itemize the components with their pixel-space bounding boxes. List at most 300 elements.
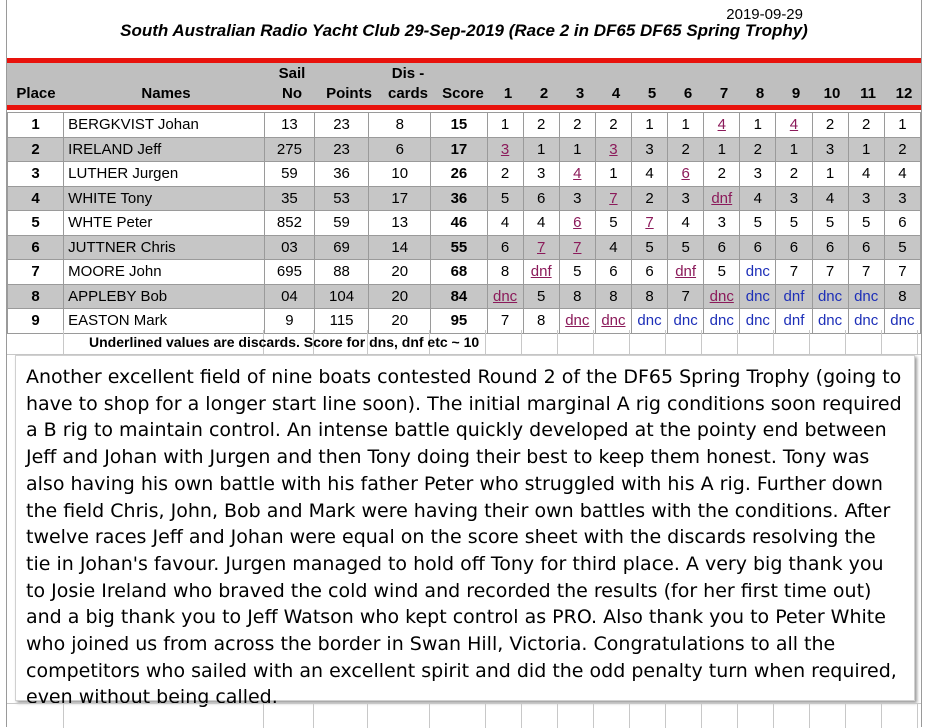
score-cell: 17 — [431, 137, 487, 162]
header-discards-line2: cards — [387, 85, 429, 102]
race-8-cell — [740, 235, 776, 260]
race-5-cell — [631, 235, 667, 260]
race-10-cell — [812, 235, 848, 260]
race-8-cell — [740, 211, 776, 236]
race-result: 7 — [500, 312, 510, 330]
race-result: dnc — [709, 287, 734, 305]
race-result: 2 — [573, 116, 582, 134]
discards-cell: 10 — [369, 162, 431, 187]
points-cell: 23 — [314, 137, 368, 162]
race-result: 3 — [645, 140, 654, 158]
race-result: 7 — [862, 263, 871, 281]
race-2-cell — [523, 211, 559, 236]
race-result: 4 — [500, 214, 510, 232]
header-names: Names — [141, 85, 191, 102]
race-result: 1 — [609, 165, 618, 183]
table-row — [8, 113, 921, 138]
race-2-cell — [523, 113, 559, 138]
sail-cell: 04 — [264, 284, 314, 309]
race-5-cell — [631, 260, 667, 285]
race-7-cell — [704, 186, 740, 211]
points-cell: 23 — [314, 113, 368, 138]
race-7-cell — [704, 137, 740, 162]
race-result: 5 — [645, 238, 654, 256]
race-11-cell — [848, 211, 884, 236]
race-3-cell — [559, 113, 595, 138]
name-cell: WHTE Peter — [64, 211, 265, 236]
bottom-row-grid — [7, 703, 921, 728]
race-7-cell — [704, 113, 740, 138]
race-6-cell — [668, 137, 704, 162]
race-5-cell — [631, 186, 667, 211]
place-cell: 7 — [8, 260, 64, 285]
race-result: 5 — [681, 238, 690, 256]
grid-line — [313, 704, 314, 728]
race-result: 2 — [500, 165, 510, 183]
race-result: 6 — [898, 214, 907, 232]
race-result: 1 — [789, 140, 799, 158]
sail-cell: 59 — [264, 162, 314, 187]
race-report-box — [15, 355, 915, 709]
race-result: 4 — [681, 214, 690, 232]
grid-line — [737, 330, 738, 354]
score-cell: 15 — [431, 113, 487, 138]
race-9-cell — [776, 162, 812, 187]
race-result: 5 — [573, 263, 582, 281]
race-result: 8 — [573, 287, 582, 305]
page-title: South Australian Radio Yacht Club 29-Sep-2019 (Race 2 in DF65 DF65 Spring Trophy) — [120, 21, 808, 40]
race-result: dnf — [711, 189, 733, 207]
discard-note: Underlined values are discards. Score for dns, dnf etc ~ 10 — [89, 334, 480, 350]
race-11-cell — [848, 284, 884, 309]
grid-line — [63, 704, 64, 728]
race-12-cell — [884, 211, 920, 236]
grid-line — [917, 704, 918, 728]
race-9-cell — [776, 211, 812, 236]
grid-line — [593, 704, 594, 728]
race-result: dnc — [673, 312, 698, 330]
header-race-7: 7 — [719, 85, 729, 102]
race-result: 1 — [573, 140, 582, 158]
header-race-5: 5 — [647, 85, 657, 102]
race-result: dnf — [530, 263, 552, 281]
grid-line — [63, 330, 64, 354]
race-3-cell — [559, 137, 595, 162]
race-result: 7 — [573, 238, 582, 256]
race-1-cell — [487, 260, 523, 285]
name-cell: EASTON Mark — [64, 309, 265, 334]
grid-line — [737, 704, 738, 728]
race-result: 3 — [609, 140, 618, 158]
header-race-10: 10 — [823, 85, 841, 102]
race-result: dnc — [565, 312, 590, 330]
race-8-cell — [740, 162, 776, 187]
race-result: 3 — [537, 165, 546, 183]
score-cell: 46 — [431, 211, 487, 236]
header-score: Score — [442, 85, 484, 102]
race-report-text: Another excellent field of nine boats contested Round 2 of the DF65 Spring Trophy (going to have to shop for a longer start line soon). The initial marginal A rig conditions soon required a B rig to maintain control. An intense battle quickly developed at the pointy end between Jeff and Johan with Jurgen and then Tony doing their best to keep them honest. Tony was also having his own battle with his father Peter who struggled with his A rig. Further down the field Chris, John, Bob and Mark were having their own battles with the conditions. After twelve races Jeff and Johan were equal on the score sheet with the discards resolving the tie in Johan's favour. Jurgen managed to hold off Tony for third place. A very big thank you to Josie Ireland who braved the cold wind and recorded the results (for her first time out) and a big thank you to Jeff Watson who kept control as PRO. Also thank you to Peter White who joined us from across the border in Swan Hill, Victoria. Congratulations to all the competitors who sailed with an excellent spirit and did the odd penalty turn when required, even without being called. — [26, 366, 902, 709]
race-2-cell — [523, 284, 559, 309]
header-race-6: 6 — [683, 85, 693, 102]
race-result: dnc — [492, 287, 518, 305]
header-sail-line2: No — [282, 85, 302, 102]
race-10-cell — [812, 260, 848, 285]
sail-cell: 852 — [264, 211, 314, 236]
discards-cell: 6 — [369, 137, 431, 162]
race-6-cell — [668, 186, 704, 211]
race-result: 5 — [500, 189, 510, 207]
grid-line — [917, 330, 918, 354]
score-cell: 26 — [431, 162, 487, 187]
grid-line — [845, 704, 846, 728]
race-result: 4 — [537, 214, 546, 232]
race-result: 3 — [753, 165, 763, 183]
race-6-cell — [668, 284, 704, 309]
sail-cell: 03 — [264, 235, 314, 260]
race-result: dnc — [890, 312, 915, 330]
race-9-cell — [776, 284, 812, 309]
header-race-8: 8 — [755, 85, 765, 102]
sail-cell: 13 — [264, 113, 314, 138]
race-result: 5 — [898, 238, 907, 256]
race-result: 1 — [898, 116, 907, 134]
header-race-3: 3 — [575, 85, 585, 102]
race-5-cell — [631, 137, 667, 162]
race-result: dnf — [783, 312, 805, 330]
table-row — [8, 260, 921, 285]
race-10-cell — [812, 186, 848, 211]
race-8-cell — [740, 186, 776, 211]
race-3-cell — [559, 284, 595, 309]
race-result: 8 — [609, 287, 618, 305]
race-result: dnc — [854, 312, 879, 330]
race-12-cell — [884, 235, 920, 260]
race-5-cell — [631, 162, 667, 187]
race-2-cell — [523, 186, 559, 211]
grid-line — [429, 704, 430, 728]
race-1-cell — [487, 211, 523, 236]
race-result: 5 — [717, 263, 726, 281]
results-table — [7, 112, 921, 334]
race-10-cell — [812, 284, 848, 309]
table-row — [8, 284, 921, 309]
grid-line — [881, 330, 882, 354]
race-result: 4 — [862, 165, 871, 183]
race-8-cell — [740, 113, 776, 138]
race-result: 7 — [825, 263, 835, 281]
race-result: 4 — [717, 116, 726, 134]
race-4-cell — [595, 113, 631, 138]
race-result: 3 — [789, 189, 799, 207]
race-result: 6 — [573, 214, 582, 232]
race-result: 4 — [573, 165, 582, 183]
race-result: 8 — [537, 312, 546, 330]
race-2-cell — [523, 162, 559, 187]
race-result: dnc — [601, 312, 626, 330]
header-race-12: 12 — [895, 85, 913, 102]
name-cell: BERGKVIST Johan — [64, 113, 265, 138]
race-6-cell — [668, 162, 704, 187]
race-result: 7 — [898, 263, 907, 281]
table-row — [8, 186, 921, 211]
race-result: 5 — [862, 214, 871, 232]
header-race-11: 11 — [860, 85, 876, 102]
race-result: 2 — [862, 116, 871, 134]
grid-line — [367, 704, 368, 728]
race-result: dnc — [854, 287, 879, 305]
race-result: 6 — [825, 238, 835, 256]
race-result: 3 — [717, 214, 726, 232]
race-result: 3 — [573, 189, 582, 207]
race-result: 6 — [717, 238, 726, 256]
race-2-cell — [523, 235, 559, 260]
grid-line — [485, 704, 486, 728]
race-result: 3 — [681, 189, 690, 207]
race-result: 1 — [862, 140, 871, 158]
grid-line — [881, 704, 882, 728]
race-1-cell — [487, 113, 523, 138]
race-result: dnc — [745, 287, 770, 305]
race-9-cell — [776, 113, 812, 138]
race-10-cell — [812, 137, 848, 162]
race-8-cell — [740, 137, 776, 162]
race-result: dnf — [675, 263, 697, 281]
grid-line — [701, 330, 702, 354]
race-9-cell — [776, 235, 812, 260]
points-cell: 115 — [314, 309, 368, 334]
race-result: 4 — [645, 165, 654, 183]
race-5-cell — [631, 284, 667, 309]
race-result: 6 — [500, 238, 510, 256]
grid-line — [485, 330, 486, 354]
results-sheet — [6, 0, 922, 727]
race-result: dnc — [745, 312, 770, 330]
race-7-cell — [704, 260, 740, 285]
race-12-cell — [884, 162, 920, 187]
race-result: 8 — [645, 287, 654, 305]
discards-cell: 20 — [369, 309, 431, 334]
race-result: 8 — [500, 263, 510, 281]
sail-cell: 275 — [264, 137, 314, 162]
race-result: 3 — [825, 140, 835, 158]
place-cell: 9 — [8, 309, 64, 334]
header-place: Place — [16, 85, 56, 102]
race-result: 1 — [825, 165, 835, 183]
race-result: 6 — [753, 238, 763, 256]
table-row — [8, 162, 921, 187]
header-sail-line1: Sail — [278, 65, 306, 82]
race-result: 3 — [898, 189, 907, 207]
race-result: 5 — [789, 214, 799, 232]
race-result: 1 — [753, 116, 763, 134]
race-result: 1 — [681, 116, 690, 134]
race-12-cell — [884, 284, 920, 309]
race-12-cell — [884, 260, 920, 285]
sail-cell: 695 — [264, 260, 314, 285]
race-result: 6 — [681, 165, 690, 183]
race-1-cell — [487, 186, 523, 211]
race-result: dnc — [637, 312, 662, 330]
race-result: 6 — [862, 238, 871, 256]
grid-line — [773, 704, 774, 728]
race-3-cell — [559, 260, 595, 285]
race-10-cell — [812, 113, 848, 138]
race-8-cell — [740, 284, 776, 309]
race-4-cell — [595, 137, 631, 162]
table-row — [8, 235, 921, 260]
score-cell: 55 — [431, 235, 487, 260]
race-result: 8 — [898, 287, 907, 305]
race-result: 3 — [500, 140, 510, 158]
grid-line — [773, 330, 774, 354]
race-4-cell — [595, 211, 631, 236]
race-result: 5 — [537, 287, 546, 305]
race-4-cell — [595, 162, 631, 187]
race-5-cell — [631, 113, 667, 138]
grid-line — [665, 704, 666, 728]
race-3-cell — [559, 235, 595, 260]
race-7-cell — [704, 284, 740, 309]
grid-line — [593, 330, 594, 354]
race-11-cell — [848, 186, 884, 211]
race-result: 1 — [717, 140, 726, 158]
race-result: 7 — [537, 238, 546, 256]
race-12-cell — [884, 186, 920, 211]
points-cell: 36 — [314, 162, 368, 187]
table-row — [8, 211, 921, 236]
grid-line — [263, 704, 264, 728]
place-cell: 3 — [8, 162, 64, 187]
race-3-cell — [559, 211, 595, 236]
grid-line — [809, 330, 810, 354]
race-3-cell — [559, 162, 595, 187]
race-result: 7 — [789, 263, 799, 281]
header-bottom-rule — [7, 105, 921, 110]
header-race-2: 2 — [539, 85, 549, 102]
race-1-cell — [487, 284, 523, 309]
date-stamp: 2019-09-29 — [726, 6, 803, 23]
score-cell: 36 — [431, 186, 487, 211]
name-cell: WHITE Tony — [64, 186, 265, 211]
score-cell: 84 — [431, 284, 487, 309]
race-10-cell — [812, 211, 848, 236]
race-result: 1 — [537, 140, 546, 158]
name-cell: MOORE John — [64, 260, 265, 285]
race-10-cell — [812, 162, 848, 187]
header-discards-line1: Dis - — [391, 65, 425, 82]
race-4-cell — [595, 284, 631, 309]
race-12-cell — [884, 113, 920, 138]
place-cell: 2 — [8, 137, 64, 162]
race-result: 4 — [753, 189, 763, 207]
grid-line — [521, 330, 522, 354]
race-result: 7 — [609, 189, 618, 207]
race-1-cell — [487, 162, 523, 187]
race-11-cell — [848, 162, 884, 187]
grid-line — [809, 704, 810, 728]
race-result: 6 — [789, 238, 799, 256]
race-result: 2 — [789, 165, 799, 183]
header-race-9: 9 — [791, 85, 801, 102]
grid-line — [629, 704, 630, 728]
name-cell: JUTTNER Chris — [64, 235, 265, 260]
race-6-cell — [668, 211, 704, 236]
race-2-cell — [523, 260, 559, 285]
race-result: dnc — [817, 287, 843, 305]
grid-line — [665, 330, 666, 354]
race-1-cell — [487, 137, 523, 162]
discards-cell: 20 — [369, 260, 431, 285]
discards-cell: 14 — [369, 235, 431, 260]
points-cell: 88 — [314, 260, 368, 285]
race-result: 6 — [645, 263, 654, 281]
race-11-cell — [848, 235, 884, 260]
discards-cell: 17 — [369, 186, 431, 211]
place-cell: 4 — [8, 186, 64, 211]
score-cell: 68 — [431, 260, 487, 285]
header-race-1: 1 — [503, 85, 513, 102]
race-result: 4 — [789, 116, 799, 134]
race-6-cell — [668, 235, 704, 260]
sail-cell: 9 — [264, 309, 314, 334]
race-1-cell — [487, 235, 523, 260]
race-result: 5 — [825, 214, 835, 232]
name-cell: APPLEBY Bob — [64, 284, 265, 309]
race-8-cell — [740, 260, 776, 285]
header-points: Points — [326, 85, 372, 102]
race-result: 5 — [753, 214, 763, 232]
race-11-cell — [848, 260, 884, 285]
race-9-cell — [776, 186, 812, 211]
table-row — [8, 137, 921, 162]
points-cell: 59 — [314, 211, 368, 236]
name-cell: LUTHER Jurgen — [64, 162, 265, 187]
race-result: 2 — [537, 116, 546, 134]
points-cell: 69 — [314, 235, 368, 260]
race-result: 2 — [753, 140, 763, 158]
race-result: dnf — [783, 287, 805, 305]
score-cell: 95 — [431, 309, 487, 334]
race-result: 6 — [609, 263, 618, 281]
race-result: 7 — [645, 214, 654, 232]
race-4-cell — [595, 235, 631, 260]
race-result: 3 — [862, 189, 871, 207]
race-result: dnc — [817, 312, 843, 330]
grid-line — [521, 704, 522, 728]
race-2-cell — [523, 137, 559, 162]
grid-line — [629, 330, 630, 354]
name-cell: IRELAND Jeff — [64, 137, 265, 162]
points-cell: 104 — [314, 284, 368, 309]
race-6-cell — [668, 260, 704, 285]
race-result: 2 — [609, 116, 618, 134]
race-7-cell — [704, 211, 740, 236]
race-result: 4 — [898, 165, 907, 183]
discards-cell: 8 — [369, 113, 431, 138]
race-4-cell — [595, 186, 631, 211]
race-result: 1 — [645, 116, 654, 134]
race-5-cell — [631, 211, 667, 236]
race-3-cell — [559, 186, 595, 211]
race-result: 1 — [500, 116, 510, 134]
race-9-cell — [776, 260, 812, 285]
discards-cell: 13 — [369, 211, 431, 236]
place-cell: 8 — [8, 284, 64, 309]
points-cell: 53 — [314, 186, 368, 211]
table-header — [7, 63, 921, 105]
grid-line — [845, 330, 846, 354]
race-11-cell — [848, 113, 884, 138]
